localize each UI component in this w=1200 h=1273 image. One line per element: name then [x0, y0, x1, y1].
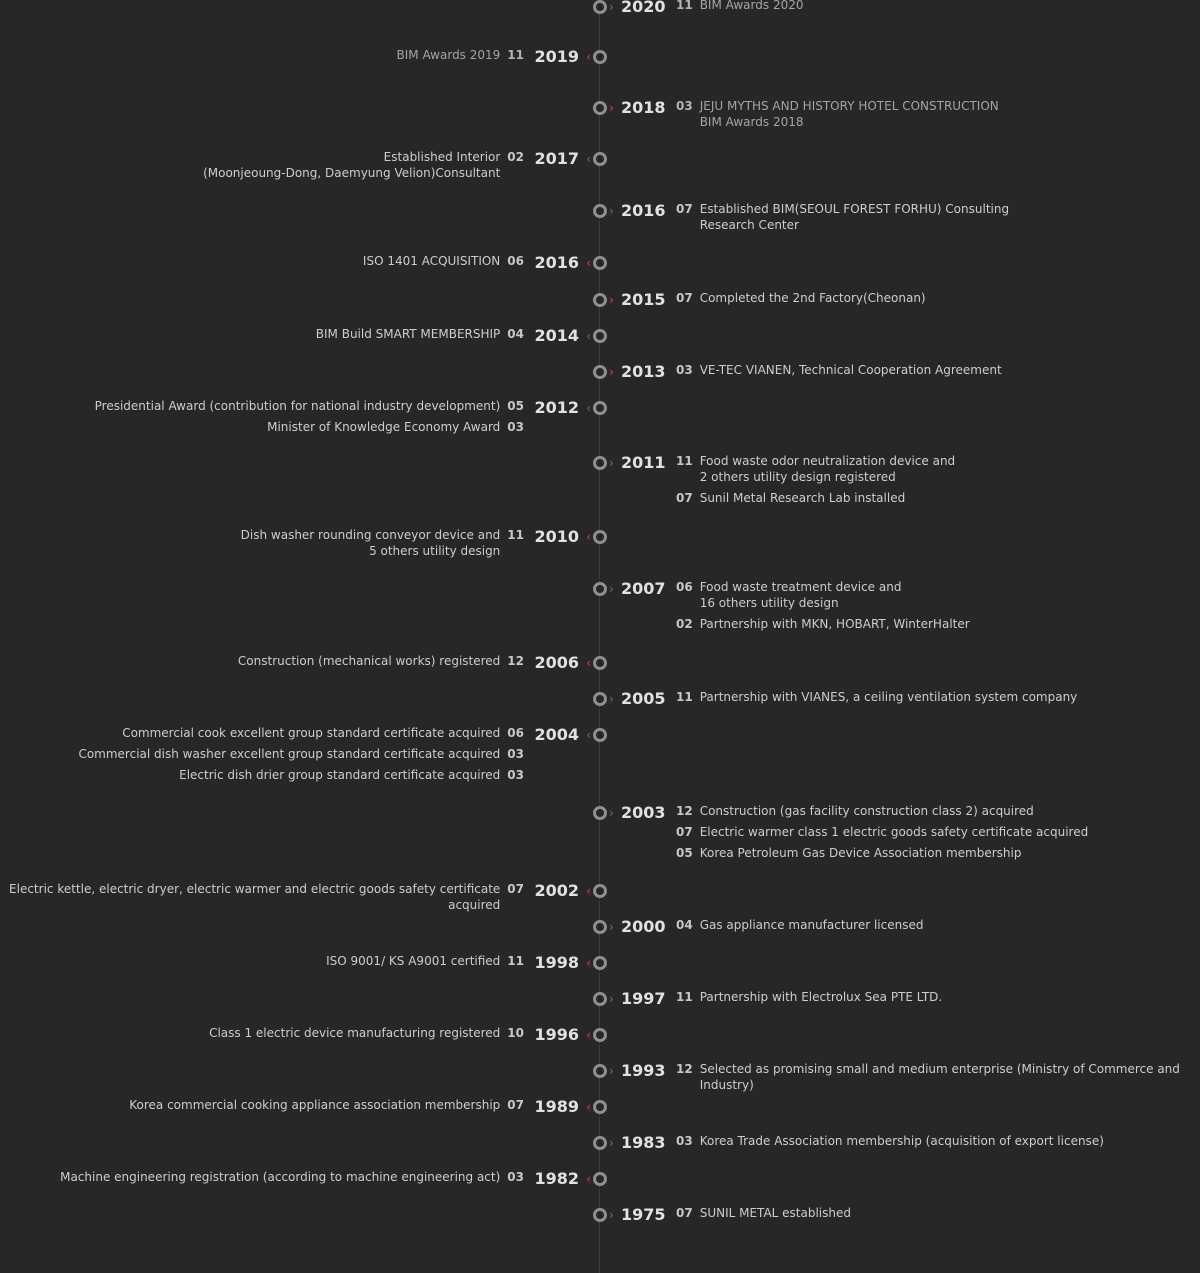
timeline-year: 1996 — [534, 1025, 579, 1044]
timeline-items — [676, 0, 803, 18]
timeline-year: 2006 — [534, 653, 579, 672]
item-text: Food waste odor neutralization device and 2 others utility design registered — [699, 454, 956, 484]
timeline-year: 2017 — [534, 149, 579, 168]
item-text: Gas appliance manufacturer licensed — [699, 918, 924, 932]
timeline-items — [676, 689, 1077, 710]
timeline-item — [78, 725, 524, 741]
item-month: 10 — [507, 1026, 524, 1040]
chevron-right-icon: › — [609, 293, 614, 307]
timeline-items — [241, 527, 524, 564]
timeline-item — [676, 362, 1002, 378]
chevron-left-icon: ‹ — [586, 256, 591, 270]
timeline-node — [593, 1136, 607, 1150]
circle-marker-icon — [593, 692, 607, 706]
circle-marker-icon — [593, 582, 607, 596]
circle-marker-icon — [593, 329, 607, 343]
circle-marker-icon — [593, 728, 607, 742]
item-text: BIM Awards 2019 — [396, 48, 501, 62]
timeline-item — [676, 290, 926, 306]
circle-marker-icon — [593, 50, 607, 64]
item-text: Partnership with VIANES, a ceiling ventilation system company — [699, 690, 1078, 704]
timeline-items — [129, 1097, 524, 1118]
circle-marker-icon — [593, 1064, 607, 1078]
timeline-items — [676, 579, 970, 637]
chevron-left-icon: ‹ — [586, 1172, 591, 1186]
timeline-item — [203, 149, 524, 181]
timeline-node — [593, 0, 607, 14]
item-month: 12 — [676, 804, 693, 818]
chevron-left-icon: ‹ — [586, 1100, 591, 1114]
timeline-item — [676, 1061, 1200, 1093]
item-text: Food waste treatment device and 16 others utility design — [699, 580, 902, 610]
timeline-item — [676, 989, 942, 1005]
timeline-item — [78, 767, 524, 783]
timeline-node — [593, 456, 607, 470]
item-text: ISO 9001/ KS A9001 certified — [326, 954, 501, 968]
item-text: Electric warmer class 1 electric goods safety certificate acquired — [699, 825, 1089, 839]
timeline-year: 2016 — [621, 201, 666, 220]
item-month: 03 — [507, 420, 524, 434]
timeline-year: 1989 — [534, 1097, 579, 1116]
timeline-item — [676, 201, 1009, 233]
timeline-year: 1983 — [621, 1133, 666, 1152]
item-text: Korea Trade Association membership (acquisition of export license) — [699, 1134, 1104, 1148]
timeline-items — [238, 653, 524, 674]
timeline-node — [593, 101, 607, 115]
item-text: Established Interior (Moonjeoung-Dong, Daemyung Velion)Consultant — [203, 150, 501, 180]
timeline-item — [326, 953, 524, 969]
item-text: Class 1 electric device manufacturing registered — [209, 1026, 501, 1040]
circle-marker-icon — [593, 293, 607, 307]
chevron-right-icon: › — [609, 582, 614, 596]
timeline-node — [593, 806, 607, 820]
item-text: Construction (gas facility construction class 2) acquired — [699, 804, 1034, 818]
timeline-year: 2010 — [534, 527, 579, 546]
item-text: ISO 1401 ACQUISITION — [362, 254, 501, 268]
item-text: Korea commercial cooking appliance association membership — [129, 1098, 501, 1112]
item-text: Completed the 2nd Factory(Cheonan) — [699, 291, 926, 305]
timeline-node — [593, 1208, 607, 1222]
item-text: Construction (mechanical works) registered — [237, 654, 501, 668]
item-text: Minister of Knowledge Economy Award — [267, 420, 501, 434]
item-month: 12 — [507, 654, 524, 668]
timeline-year: 1993 — [621, 1061, 666, 1080]
timeline-node — [593, 1172, 607, 1186]
item-text: Commercial cook excellent group standard certificate acquired — [122, 726, 501, 740]
timeline-year: 2004 — [534, 725, 579, 744]
chevron-left-icon: ‹ — [586, 152, 591, 166]
item-text: BIM Awards 2020 — [699, 0, 804, 12]
timeline-item — [0, 881, 524, 913]
item-month: 04 — [676, 918, 693, 932]
timeline-year: 2000 — [621, 917, 666, 936]
timeline-item — [676, 689, 1077, 705]
timeline-items — [676, 989, 942, 1010]
item-text: SUNIL METAL established — [699, 1206, 851, 1220]
item-month: 07 — [676, 491, 693, 505]
timeline-node — [593, 204, 607, 218]
chevron-left-icon: ‹ — [586, 656, 591, 670]
item-text: BIM Build SMART MEMBERSHIP — [315, 327, 501, 341]
chevron-right-icon: › — [609, 692, 614, 706]
timeline-node — [593, 884, 607, 898]
item-text: Established BIM(SEOUL FOREST FORHU) Consulting Research Center — [699, 202, 1010, 232]
item-text: Partnership with MKN, HOBART, WinterHalter — [699, 617, 970, 631]
timeline-items — [676, 201, 1009, 238]
timeline-year: 2013 — [621, 362, 666, 381]
timeline-node — [593, 293, 607, 307]
circle-marker-icon — [593, 956, 607, 970]
timeline-items — [676, 917, 923, 938]
timeline-node — [593, 365, 607, 379]
item-text: Sunil Metal Research Lab installed — [699, 491, 906, 505]
circle-marker-icon — [593, 1136, 607, 1150]
chevron-left-icon: ‹ — [586, 329, 591, 343]
timeline-items — [676, 1061, 1200, 1098]
timeline-year: 2019 — [534, 47, 579, 66]
circle-marker-icon — [593, 992, 607, 1006]
timeline-items — [676, 803, 1088, 866]
timeline-item — [676, 0, 803, 13]
timeline-item — [676, 98, 999, 130]
timeline-node — [593, 1064, 607, 1078]
timeline-item — [676, 824, 1088, 840]
chevron-left-icon: ‹ — [586, 401, 591, 415]
timeline-year: 1998 — [534, 953, 579, 972]
circle-marker-icon — [593, 1100, 607, 1114]
timeline-year: 2020 — [621, 0, 666, 16]
timeline-node — [593, 50, 607, 64]
item-month: 04 — [507, 327, 524, 341]
item-month: 11 — [676, 454, 693, 468]
timeline-item — [95, 398, 524, 414]
timeline-item — [397, 47, 524, 63]
item-text: Machine engineering registration (according to machine engineering act) — [60, 1170, 501, 1184]
timeline-node — [593, 992, 607, 1006]
timeline-item — [676, 1205, 851, 1221]
circle-marker-icon — [593, 152, 607, 166]
circle-marker-icon — [593, 1208, 607, 1222]
timeline-year: 1982 — [534, 1169, 579, 1188]
timeline-node — [593, 401, 607, 415]
timeline-item — [676, 490, 955, 506]
circle-marker-icon — [593, 456, 607, 470]
item-month: 07 — [676, 825, 693, 839]
circle-marker-icon — [593, 401, 607, 415]
item-month: 07 — [676, 202, 693, 216]
timeline-item — [238, 653, 524, 669]
item-text: Dish washer rounding conveyor device and 5 others utility design — [240, 528, 501, 558]
timeline-item — [363, 253, 524, 269]
item-month: 03 — [676, 1134, 693, 1148]
item-month: 06 — [507, 726, 524, 740]
item-month: 03 — [676, 363, 693, 377]
timeline-year: 2018 — [621, 98, 666, 117]
timeline-node — [593, 582, 607, 596]
chevron-right-icon: › — [609, 1064, 614, 1078]
timeline-node — [593, 956, 607, 970]
item-month: 03 — [507, 747, 524, 761]
chevron-left-icon: ‹ — [586, 728, 591, 742]
item-month: 11 — [676, 690, 693, 704]
circle-marker-icon — [593, 806, 607, 820]
timeline-items — [326, 953, 524, 974]
item-month: 07 — [676, 291, 693, 305]
chevron-right-icon: › — [609, 101, 614, 115]
circle-marker-icon — [593, 365, 607, 379]
timeline-item — [676, 616, 970, 632]
item-month: 03 — [507, 1170, 524, 1184]
circle-marker-icon — [593, 1028, 607, 1042]
chevron-right-icon: › — [609, 806, 614, 820]
timeline-node — [593, 1100, 607, 1114]
circle-marker-icon — [593, 884, 607, 898]
timeline-year: 2011 — [621, 453, 666, 472]
timeline-year: 2012 — [534, 398, 579, 417]
timeline-item — [241, 527, 524, 559]
circle-marker-icon — [593, 1172, 607, 1186]
timeline-item — [129, 1097, 524, 1113]
timeline-item — [95, 419, 524, 435]
circle-marker-icon — [593, 101, 607, 115]
item-text: Partnership with Electrolux Sea PTE LTD. — [699, 990, 943, 1004]
timeline-items — [209, 1025, 524, 1046]
circle-marker-icon — [593, 204, 607, 218]
chevron-right-icon: › — [609, 0, 614, 14]
timeline-node — [593, 1028, 607, 1042]
timeline-node — [593, 256, 607, 270]
chevron-left-icon: ‹ — [586, 1028, 591, 1042]
timeline-year: 2014 — [534, 326, 579, 345]
chevron-right-icon: › — [609, 204, 614, 218]
timeline-items — [397, 47, 524, 68]
timeline-items — [676, 1133, 1104, 1154]
timeline-node — [593, 692, 607, 706]
timeline-items — [363, 253, 524, 274]
timeline-item — [60, 1169, 524, 1185]
chevron-right-icon: › — [609, 1208, 614, 1222]
item-month: 02 — [507, 150, 524, 164]
chevron-right-icon: › — [609, 1136, 614, 1150]
item-month: 06 — [507, 254, 524, 268]
timeline-items — [676, 98, 999, 135]
item-text: Korea Petroleum Gas Device Association membership — [699, 846, 1022, 860]
circle-marker-icon — [593, 256, 607, 270]
timeline-node — [593, 152, 607, 166]
timeline-node — [593, 656, 607, 670]
item-text: Electric kettle, electric dryer, electric warmer and electric goods safety certificate acquired — [9, 882, 501, 912]
item-text: Selected as promising small and medium enterprise (Ministry of Commerce and Industry) — [699, 1062, 1180, 1092]
item-month: 11 — [676, 990, 693, 1004]
chevron-left-icon: ‹ — [586, 50, 591, 64]
timeline-item — [676, 579, 970, 611]
item-month: 06 — [676, 580, 693, 594]
item-month: 02 — [676, 617, 693, 631]
timeline-year: 1997 — [621, 989, 666, 1008]
circle-marker-icon — [593, 920, 607, 934]
item-month: 07 — [676, 1206, 693, 1220]
item-text: Commercial dish washer excellent group standard certificate acquired — [78, 747, 501, 761]
item-month: 05 — [507, 399, 524, 413]
timeline-node — [593, 329, 607, 343]
item-month: 05 — [676, 846, 693, 860]
timeline-year: 2015 — [621, 290, 666, 309]
timeline-year: 2005 — [621, 689, 666, 708]
timeline-item — [676, 453, 955, 485]
timeline-items — [316, 326, 524, 347]
item-month: 11 — [507, 528, 524, 542]
chevron-left-icon: ‹ — [586, 956, 591, 970]
item-month: 12 — [676, 1062, 693, 1076]
chevron-right-icon: › — [609, 992, 614, 1006]
timeline-year: 2002 — [534, 881, 579, 900]
circle-marker-icon — [593, 656, 607, 670]
timeline-items — [60, 1169, 524, 1190]
timeline-items — [95, 398, 524, 440]
timeline-item — [676, 845, 1088, 861]
item-month: 11 — [676, 0, 693, 12]
timeline-axis — [599, 0, 600, 1273]
chevron-left-icon: ‹ — [586, 530, 591, 544]
chevron-right-icon: › — [609, 365, 614, 379]
timeline-items — [203, 149, 524, 186]
timeline-item — [676, 803, 1088, 819]
timeline-items — [78, 725, 524, 788]
circle-marker-icon — [593, 0, 607, 14]
item-month: 07 — [507, 1098, 524, 1112]
timeline-year: 2007 — [621, 579, 666, 598]
item-text: JEJU MYTHS AND HISTORY HOTEL CONSTRUCTION BIM Awards 2018 — [699, 99, 999, 129]
item-text: Presidential Award (contribution for national industry development) — [94, 399, 501, 413]
item-text: Electric dish drier group standard certificate acquired — [179, 768, 501, 782]
timeline-node — [593, 530, 607, 544]
timeline-node — [593, 728, 607, 742]
timeline-items — [0, 881, 524, 918]
timeline-item — [316, 326, 524, 342]
circle-marker-icon — [593, 530, 607, 544]
timeline-year: 2003 — [621, 803, 666, 822]
item-text: VE-TEC VIANEN, Technical Cooperation Agreement — [699, 363, 1002, 377]
timeline-year: 1975 — [621, 1205, 666, 1224]
item-month: 03 — [676, 99, 693, 113]
timeline-items — [676, 453, 955, 511]
chevron-left-icon: ‹ — [586, 884, 591, 898]
item-month: 03 — [507, 768, 524, 782]
item-month: 11 — [507, 48, 524, 62]
timeline-item — [209, 1025, 524, 1041]
timeline-node — [593, 920, 607, 934]
timeline-year: 2016 — [534, 253, 579, 272]
item-month: 11 — [507, 954, 524, 968]
timeline-item — [676, 917, 923, 933]
timeline-items — [676, 290, 926, 311]
timeline-items — [676, 1205, 851, 1226]
timeline-items — [676, 362, 1002, 383]
timeline-item — [676, 1133, 1104, 1149]
chevron-right-icon: › — [609, 920, 614, 934]
chevron-right-icon: › — [609, 456, 614, 470]
timeline-item — [78, 746, 524, 762]
item-month: 07 — [507, 882, 524, 896]
